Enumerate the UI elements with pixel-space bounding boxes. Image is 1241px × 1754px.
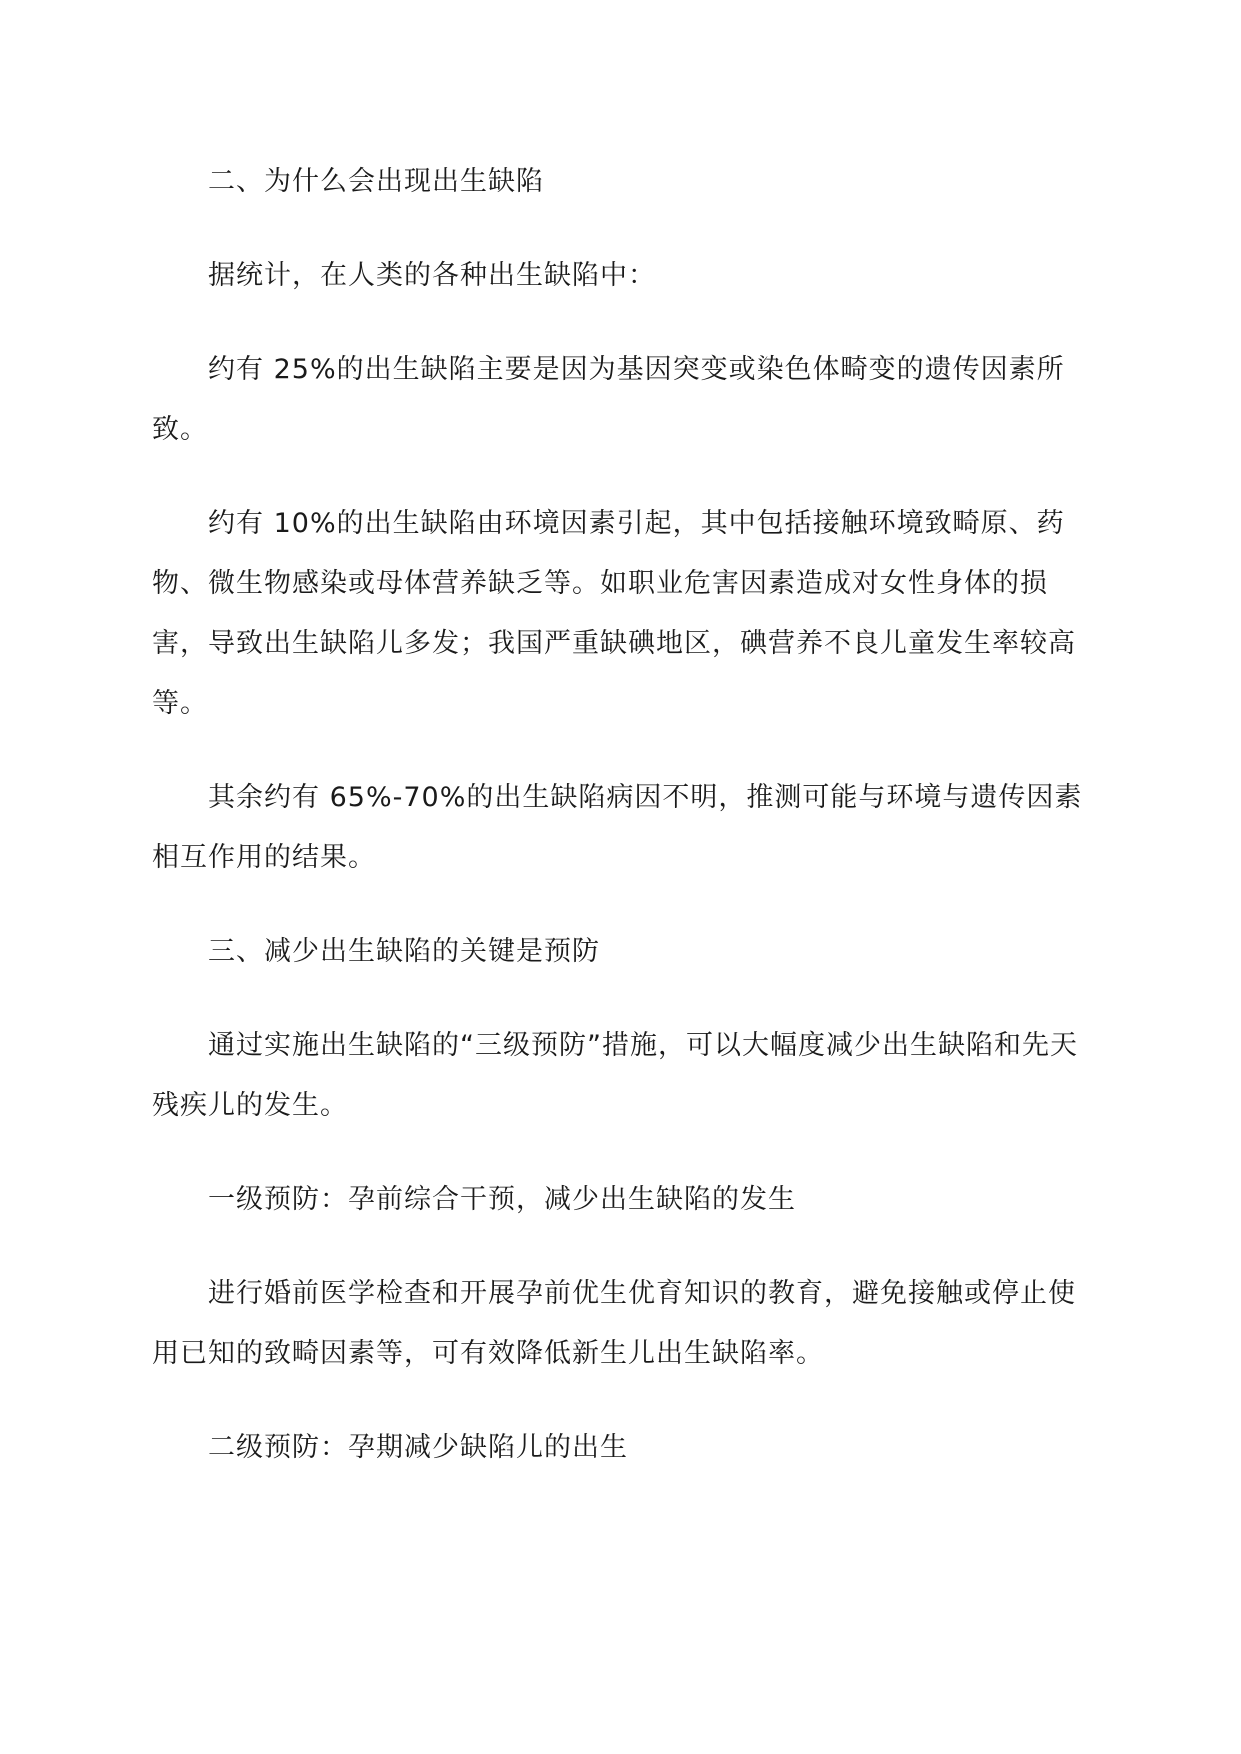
paragraph-premarital-checkup: 进行婚前医学检查和开展孕前优生优育知识的教育，避免接触或停止使用已知的致畸因素等，可有效降低新生儿出生缺陷率。	[152, 1278, 1076, 1369]
paragraph-genetic-factors: 约有 25%的出生缺陷主要是因为基因突变或染色体畸变的遗传因素所致。	[152, 354, 1065, 445]
paragraph-unknown-causes: 其余约有 65%-70%的出生缺陷病因不明，推测可能与环境与遗传因素相互作用的结果。	[152, 782, 1083, 873]
paragraph-three-level-prevention: 通过实施出生缺陷的“三级预防”措施，可以大幅度减少出生缺陷和先天残疾儿的发生。	[152, 1030, 1078, 1121]
paragraph-environmental-factors: 约有 10%的出生缺陷由环境因素引起，其中包括接触环境致畸原、药物、微生物感染或母体营养缺乏等。如职业危害因素造成对女性身体的损害，导致出生缺陷儿多发；我国严重缺碘地区，碘营养不良儿童发生率较高等。	[152, 508, 1076, 719]
paragraph-statistics-intro: 据统计，在人类的各种出生缺陷中：	[208, 260, 656, 291]
subheading-secondary-prevention: 二级预防：孕期减少缺陷儿的出生	[208, 1432, 628, 1463]
section-heading-prevention: 三、减少出生缺陷的关键是预防	[208, 936, 600, 967]
section-heading-why-defects: 二、为什么会出现出生缺陷	[208, 166, 544, 197]
subheading-primary-prevention: 一级预防：孕前综合干预，减少出生缺陷的发生	[208, 1184, 796, 1215]
